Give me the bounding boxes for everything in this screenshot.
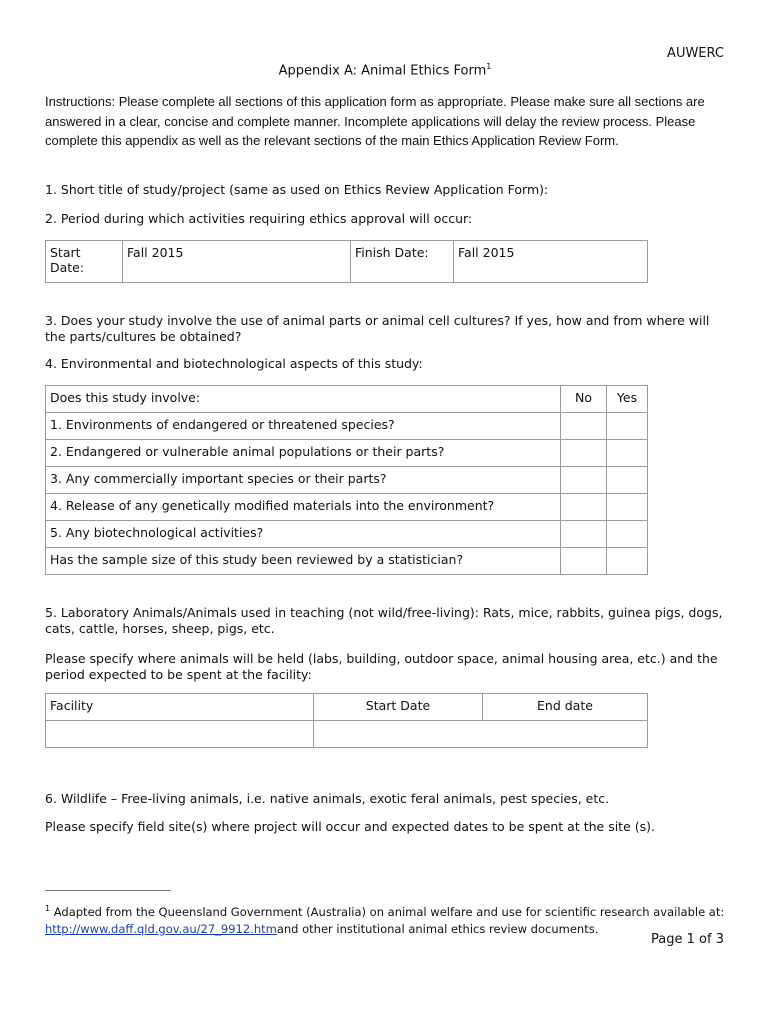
env-row-no-cell[interactable] — [561, 521, 607, 548]
env-row-label: 4. Release of any genetically modified materials into the environment? — [46, 494, 561, 521]
facility-col-header: Facility — [46, 694, 314, 721]
start-date-col-header: Start Date — [314, 694, 483, 721]
env-row-label: Has the sample size of this study been reviewed by a statistician? — [46, 548, 561, 575]
page-title — [0, 62, 770, 78]
env-row-yes-cell[interactable] — [607, 440, 648, 467]
question-5: 5. Laboratory Animals/Animals used in teaching (not wild/free-living): Rats, mice, rabbits, guinea pigs, dogs, cats, cattle, horses, sheep, pigs, etc. — [45, 605, 723, 636]
question-1: 1. Short title of study/project (same as used on Ethics Review Application Form): — [45, 182, 549, 197]
env-row-no-cell[interactable] — [561, 548, 607, 575]
env-col-yes: Yes — [607, 386, 648, 413]
footnote-link[interactable]: http://www.daff.qld.gov.au/27_9912.htm — [45, 921, 277, 936]
header-code: AUWERC — [667, 46, 724, 61]
env-col-no: No — [561, 386, 607, 413]
page-number: Page 1 of 3 — [651, 932, 724, 947]
env-row-label: 2. Endangered or vulnerable animal populations or their parts? — [46, 440, 561, 467]
table-row — [46, 548, 648, 575]
footnote-mark: 1 — [45, 904, 51, 913]
title-footnote-mark: 1 — [486, 62, 492, 71]
instructions: Instructions: Please complete all sections of this application form as appropriate. Please make sure all sections are answered in a clear, concise and complete manner. Incomplete applications will delay the review process. Please complete this appendix as well as the relevant sections of the main Ethics Application Review Form. — [45, 94, 705, 148]
end-date-col-header: End date — [483, 694, 648, 721]
footnote-text: Adapted from the Queensland Government (Australia) on animal welfare and use for scientific research available at: — [50, 904, 725, 919]
table-row — [46, 521, 648, 548]
env-row-no-cell[interactable] — [561, 440, 607, 467]
env-row-yes-cell[interactable] — [607, 548, 648, 575]
facility-cell[interactable] — [46, 721, 314, 748]
env-table-header: Does this study involve: — [46, 386, 561, 413]
facility-table — [45, 693, 648, 748]
footnote-divider — [45, 890, 171, 891]
table-row — [46, 440, 648, 467]
env-row-yes-cell[interactable] — [607, 494, 648, 521]
env-row-label: 5. Any biotechnological activities? — [46, 521, 561, 548]
env-row-yes-cell[interactable] — [607, 521, 648, 548]
env-row-yes-cell[interactable] — [607, 413, 648, 440]
table-row — [46, 721, 648, 748]
facility-dates-cell[interactable] — [314, 721, 648, 748]
table-row — [46, 467, 648, 494]
start-date-label: Start Date: — [46, 241, 123, 283]
table-row — [46, 413, 648, 440]
finish-date-label: Finish Date: — [351, 241, 454, 283]
environment-table — [45, 385, 648, 575]
question-3: 3. Does your study involve the use of animal parts or animal cell cultures? If yes, how and from where will the parts/cultures be obtained? — [45, 313, 710, 344]
env-row-no-cell[interactable] — [561, 494, 607, 521]
title-text: Appendix A: Animal Ethics Form — [278, 63, 487, 79]
question-6-specify: Please specify field site(s) where project will occur and expected dates to be spent at the site (s). — [45, 819, 655, 834]
finish-date-value[interactable]: Fall 2015 — [454, 241, 648, 283]
footnote-after-link: and other institutional animal ethics review documents. — [276, 921, 599, 936]
question-6: 6. Wildlife – Free-living animals, i.e. native animals, exotic feral animals, pest species, etc. — [45, 791, 610, 806]
env-row-label: 1. Environments of endangered or threatened species? — [46, 413, 561, 440]
start-date-value[interactable]: Fall 2015 — [123, 241, 351, 283]
question-2: 2. Period during which activities requiring ethics approval will occur: — [45, 211, 473, 226]
env-row-yes-cell[interactable] — [607, 467, 648, 494]
env-row-label: 3. Any commercially important species or their parts? — [46, 467, 561, 494]
question-4: 4. Environmental and biotechnological aspects of this study: — [45, 356, 423, 371]
question-5-specify: Please specify where animals will be held (labs, building, outdoor space, animal housing area, etc.) and the period expected to be spent at the facility: — [45, 651, 718, 682]
table-row — [46, 494, 648, 521]
env-row-no-cell[interactable] — [561, 467, 607, 494]
env-row-no-cell[interactable] — [561, 413, 607, 440]
period-table — [45, 240, 648, 283]
footnote — [45, 900, 735, 938]
